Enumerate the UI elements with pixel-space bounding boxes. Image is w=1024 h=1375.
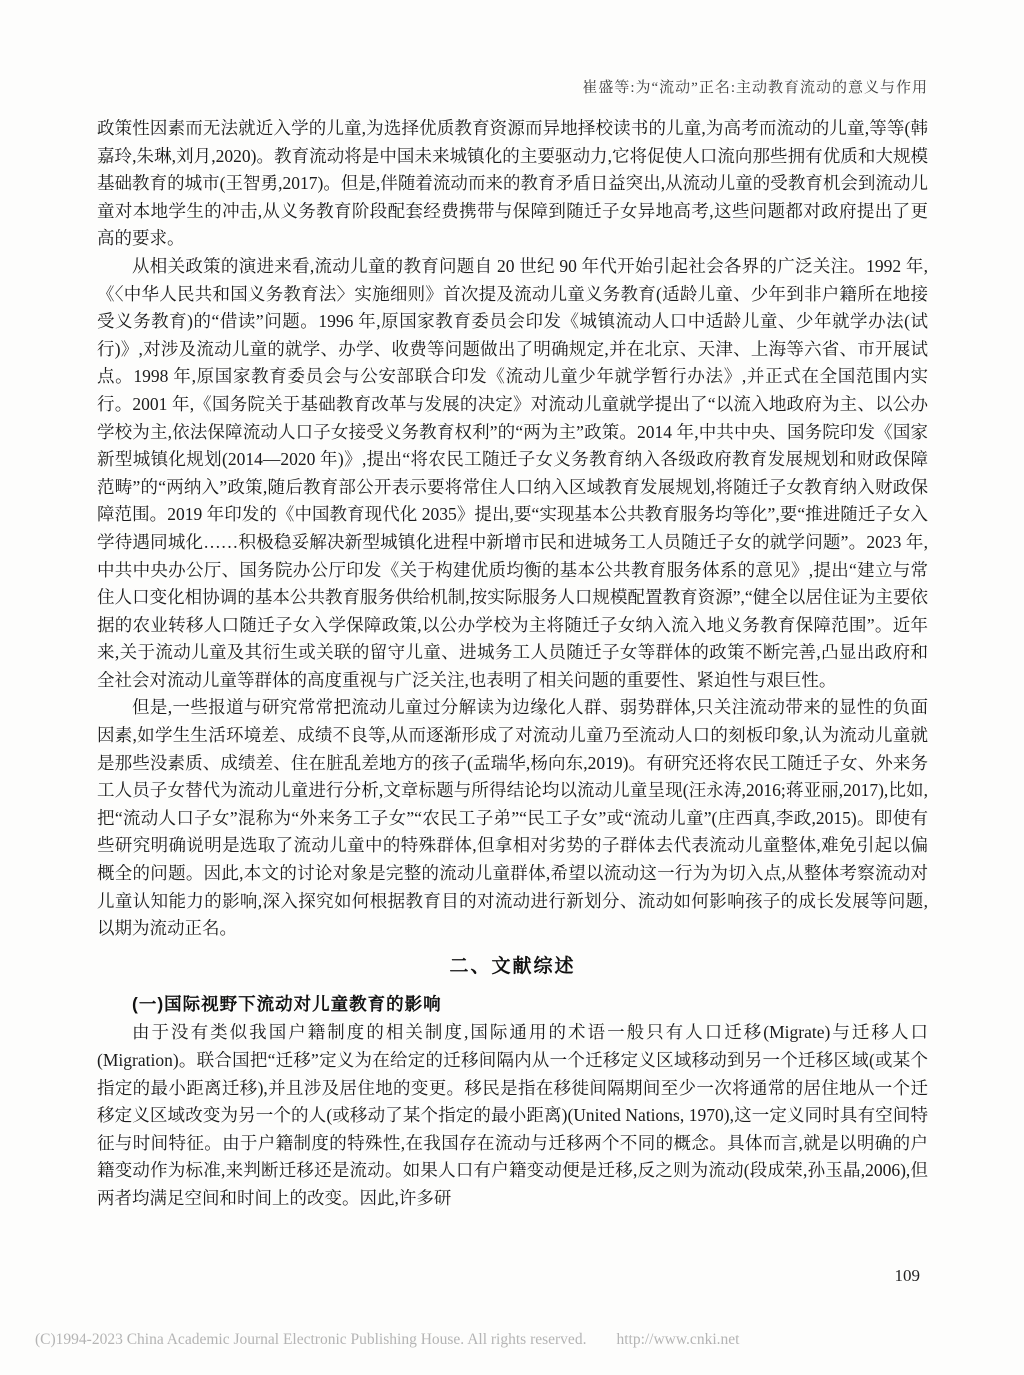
page-number: 109 bbox=[894, 1266, 920, 1285]
body-paragraph-4: 由于没有类似我国户籍制度的相关制度,国际通用的术语一般只有人口迁移(Migrate)与迁移人口(Migration)。联合国把“迁移”定义为在给定的迁移间隔内从一个迁移定义区域移动到另一个迁移区域(或某个指定的最小距离迁移),并且涉及居住地的变更。移民是指在移徙间隔期间至少一次将通常的居住地从一个迁移定义区域改变为另一个的人(或移动了某个指定的最小距离)(United Nations, 1970),这一定义同时具有空间特征与时间特征。由于户籍制度的特殊性,在我国存在流动与迁移两个不同的概念。具体而言,就是以明确的户籍变动作为标准,来判断迁移还是流动。如果人口有户籍变动便是迁移,反之则为流动(段成荣,孙玉晶,2006),但两者均满足空间和时间上的改变。因此,许多研 bbox=[97, 1022, 928, 1208]
footer-url: http://www.cnki.net bbox=[616, 1331, 740, 1348]
body-paragraph-3: 但是,一些报道与研究常常把流动儿童过分解读为边缘化人群、弱势群体,只关注流动带来的显性的负面因素,如学生生活环境差、成绩不良等,从而逐渐形成了对流动儿童乃至流动人口的刻板印象,认为流动儿童就是那些没素质、成绩差、住在脏乱差地方的孩子(孟瑞华,杨向东,2019)。有研究还将农民工随迁子女、外来务工人员子女替代为流动儿童进行分析,文章标题与所得结论均以流动儿童呈现(汪永涛,2016;蒋亚丽,2017),比如,把“流动人口子女”混称为“外来务工子女”“农民工子弟”“民工子女”或“流动儿童”(庄西真,李政,2015)。即使有些研究明确说明是选取了流动儿童中的特殊群体,但拿相对劣势的子群体去代表流动儿童整体,难免引起以偏概全的问题。因此,本文的讨论对象是完整的流动儿童群体,希望以流动这一行为为切入点,从整体考察流动对儿童认知能力的影响,深入探究如何根据教育目的对流动进行新划分、流动如何影响孩子的成长发展等问题,以期为流动正名。 bbox=[97, 697, 928, 939]
subsection-heading: (一)国际视野下流动对儿童教育的影响 bbox=[132, 994, 442, 1015]
footer-copyright: (C)1994-2023 China Academic Journal Electronic Publishing House. All rights reserved. bbox=[35, 1331, 587, 1348]
body-paragraph-2: 从相关政策的演进来看,流动儿童的教育问题自 20 世纪 90 年代开始引起社会各界的广泛关注。1992 年,《〈中华人民共和国义务教育法〉实施细则》首次提及流动儿童义务教育(适龄儿童、少年到非户籍所在地接受义务教育)的“借读”问题。1996 年,原国家教育委员会印发《城镇流动人口中适龄儿童、少年就学办法(试行)》,对涉及流动儿童的就学、办学、收费等问题做出了明确规定,并在北京、天津、上海等六省、市开展试点。1998 年,原国家教育委员会与公安部联合印发《流动儿童少年就学暂行办法》,并正式在全国范围内实行。2001 年,《国务院关于基础教育改革与发展的决定》对流动儿童就学提出了“以流入地政府为主、以公办学校为主,依法保障流动人口子女接受义务教育权利”的“两为主”政策。2014 年,中共中央、国务院印发《国家新型城镇化规划(2014—2020 年)》,提出“将农民工随迁子女义务教育纳入各级政府教育发展规划和财政保障范畴”的“两纳入”政策,随后教育部公开表示要将常住人口纳入区域教育发展规划,将随迁子女教育纳入财政保障范围。2019 年印发的《中国教育现代化 2035》提出,要“实现基本公共教育服务均等化”,要“推进随迁子女入学待遇同城化……积极稳妥解决新型城镇化进程中新增市民和进城务工人员随迁子女的就学问题”。2023 年,中共中央办公厅、国务院办公厅印发《关于构建优质均衡的基本公共教育服务体系的意见》,提出“建立与常住人口变化相协调的基本公共教育服务供给机制,按实际服务人口规模配置教育资源”,“健全以居住证为主要依据的农业转移人口随迁子女入学保障政策,以公办学校为主将随迁子女纳入流入地义务教育保障范围”。近年来,关于流动儿童及其衍生或关联的留守儿童、进城务工人员随迁子女等群体的政策不断完善,凸显出政府和全社会对流动儿童等群体的高度重视与广泛关注,也表明了相关问题的重要性、紧迫性与艰巨性。 bbox=[97, 255, 928, 690]
running-header: 崔盛等:为“流动”正名:主动教育流动的意义与作用 bbox=[582, 80, 928, 96]
page-body bbox=[97, 115, 928, 1213]
body-paragraph-1: 政策性因素而无法就近入学的儿童,为选择优质教育资源而异地择校读书的儿童,为高考而流动的儿童,等等(韩嘉玲,朱琳,刘月,2020)。教育流动将是中国未来城镇化的主要驱动力,它将促使人口流向那些拥有优质和大规模基础教育的城市(王智勇,2017)。但是,伴随着流动而来的教育矛盾日益突出,从流动儿童的受教育机会到流动儿童对本地学生的冲击,从义务教育阶段配套经费携带与保障到随迁子女异地高考,这些问题都对政府提出了更高的要求。 bbox=[97, 118, 928, 249]
section-heading: 二、文献综述 bbox=[449, 955, 576, 977]
footer bbox=[35, 1331, 739, 1349]
